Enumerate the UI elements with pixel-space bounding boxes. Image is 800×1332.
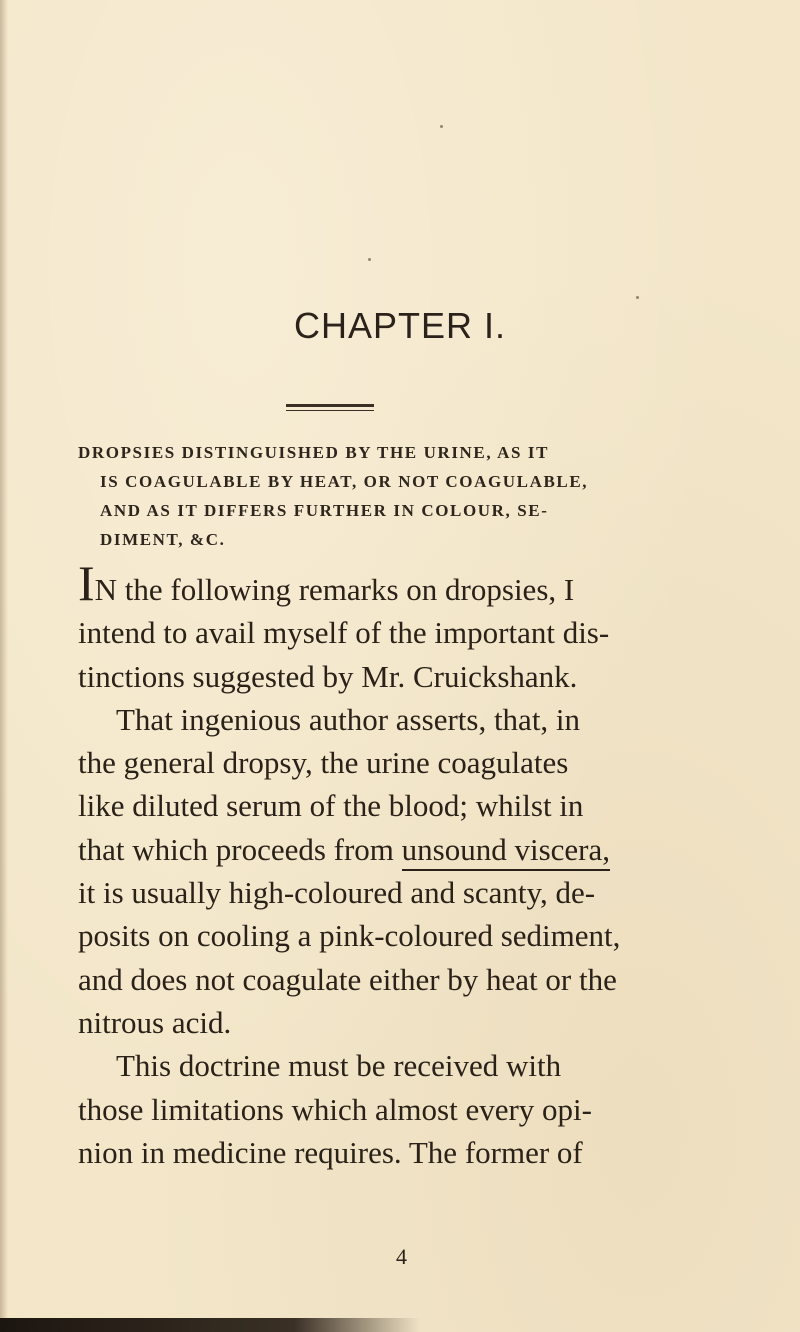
body-line: and does not coagulate either by heat or the xyxy=(78,961,617,997)
body-line: like diluted serum of the blood; whilst in xyxy=(78,788,584,824)
paper-speck xyxy=(368,258,371,261)
chapter-heading: CHAPTER I. xyxy=(293,305,507,346)
summary-line: IS COAGULABLE BY HEAT, OR NOT COAGULABLE, xyxy=(100,472,589,491)
summary-line: AND AS IT DIFFERS FURTHER IN COLOUR, SE- xyxy=(100,501,549,520)
body-line: nitrous acid. xyxy=(78,1004,232,1040)
paper-speck xyxy=(636,296,639,299)
summary-line: DROPSIES DISTINGUISHED BY THE URINE, AS IT xyxy=(78,443,550,462)
page-bottom-edge xyxy=(0,1318,420,1332)
page-gutter-shadow xyxy=(0,0,8,1332)
body-line-text: the following remarks on dropsies, I xyxy=(117,572,575,607)
drop-cap-rest: N xyxy=(94,572,118,607)
body-line: those limitations which almost every opi- xyxy=(78,1091,592,1127)
body-line: intend to avail myself of the important dis- xyxy=(78,615,610,651)
body-line: posits on cooling a pink-coloured sediment, xyxy=(78,918,621,954)
chapter-summary xyxy=(78,438,718,554)
body-line: it is usually high-coloured and scanty, de- xyxy=(78,875,596,911)
body-line: This doctrine must be received with xyxy=(116,1048,562,1084)
body-line xyxy=(78,828,728,871)
page-signature: 4 xyxy=(396,1244,407,1269)
body-line: tinctions suggested by Mr. Cruickshank. xyxy=(78,658,578,694)
underlined-phrase: unsound viscera, xyxy=(402,832,610,871)
body-text xyxy=(78,555,728,1174)
body-line xyxy=(78,555,728,611)
paper-speck xyxy=(440,125,443,128)
body-line: That ingenious author asserts, that, in xyxy=(116,701,581,737)
body-line: the general dropsy, the urine coagulates xyxy=(78,745,569,781)
body-line-text: that which proceeds from xyxy=(78,831,402,867)
drop-cap: I xyxy=(78,555,95,611)
summary-line: DIMENT, &C. xyxy=(100,530,226,549)
body-line: nion in medicine requires. The former of xyxy=(78,1134,583,1170)
heading-rule xyxy=(286,404,374,411)
